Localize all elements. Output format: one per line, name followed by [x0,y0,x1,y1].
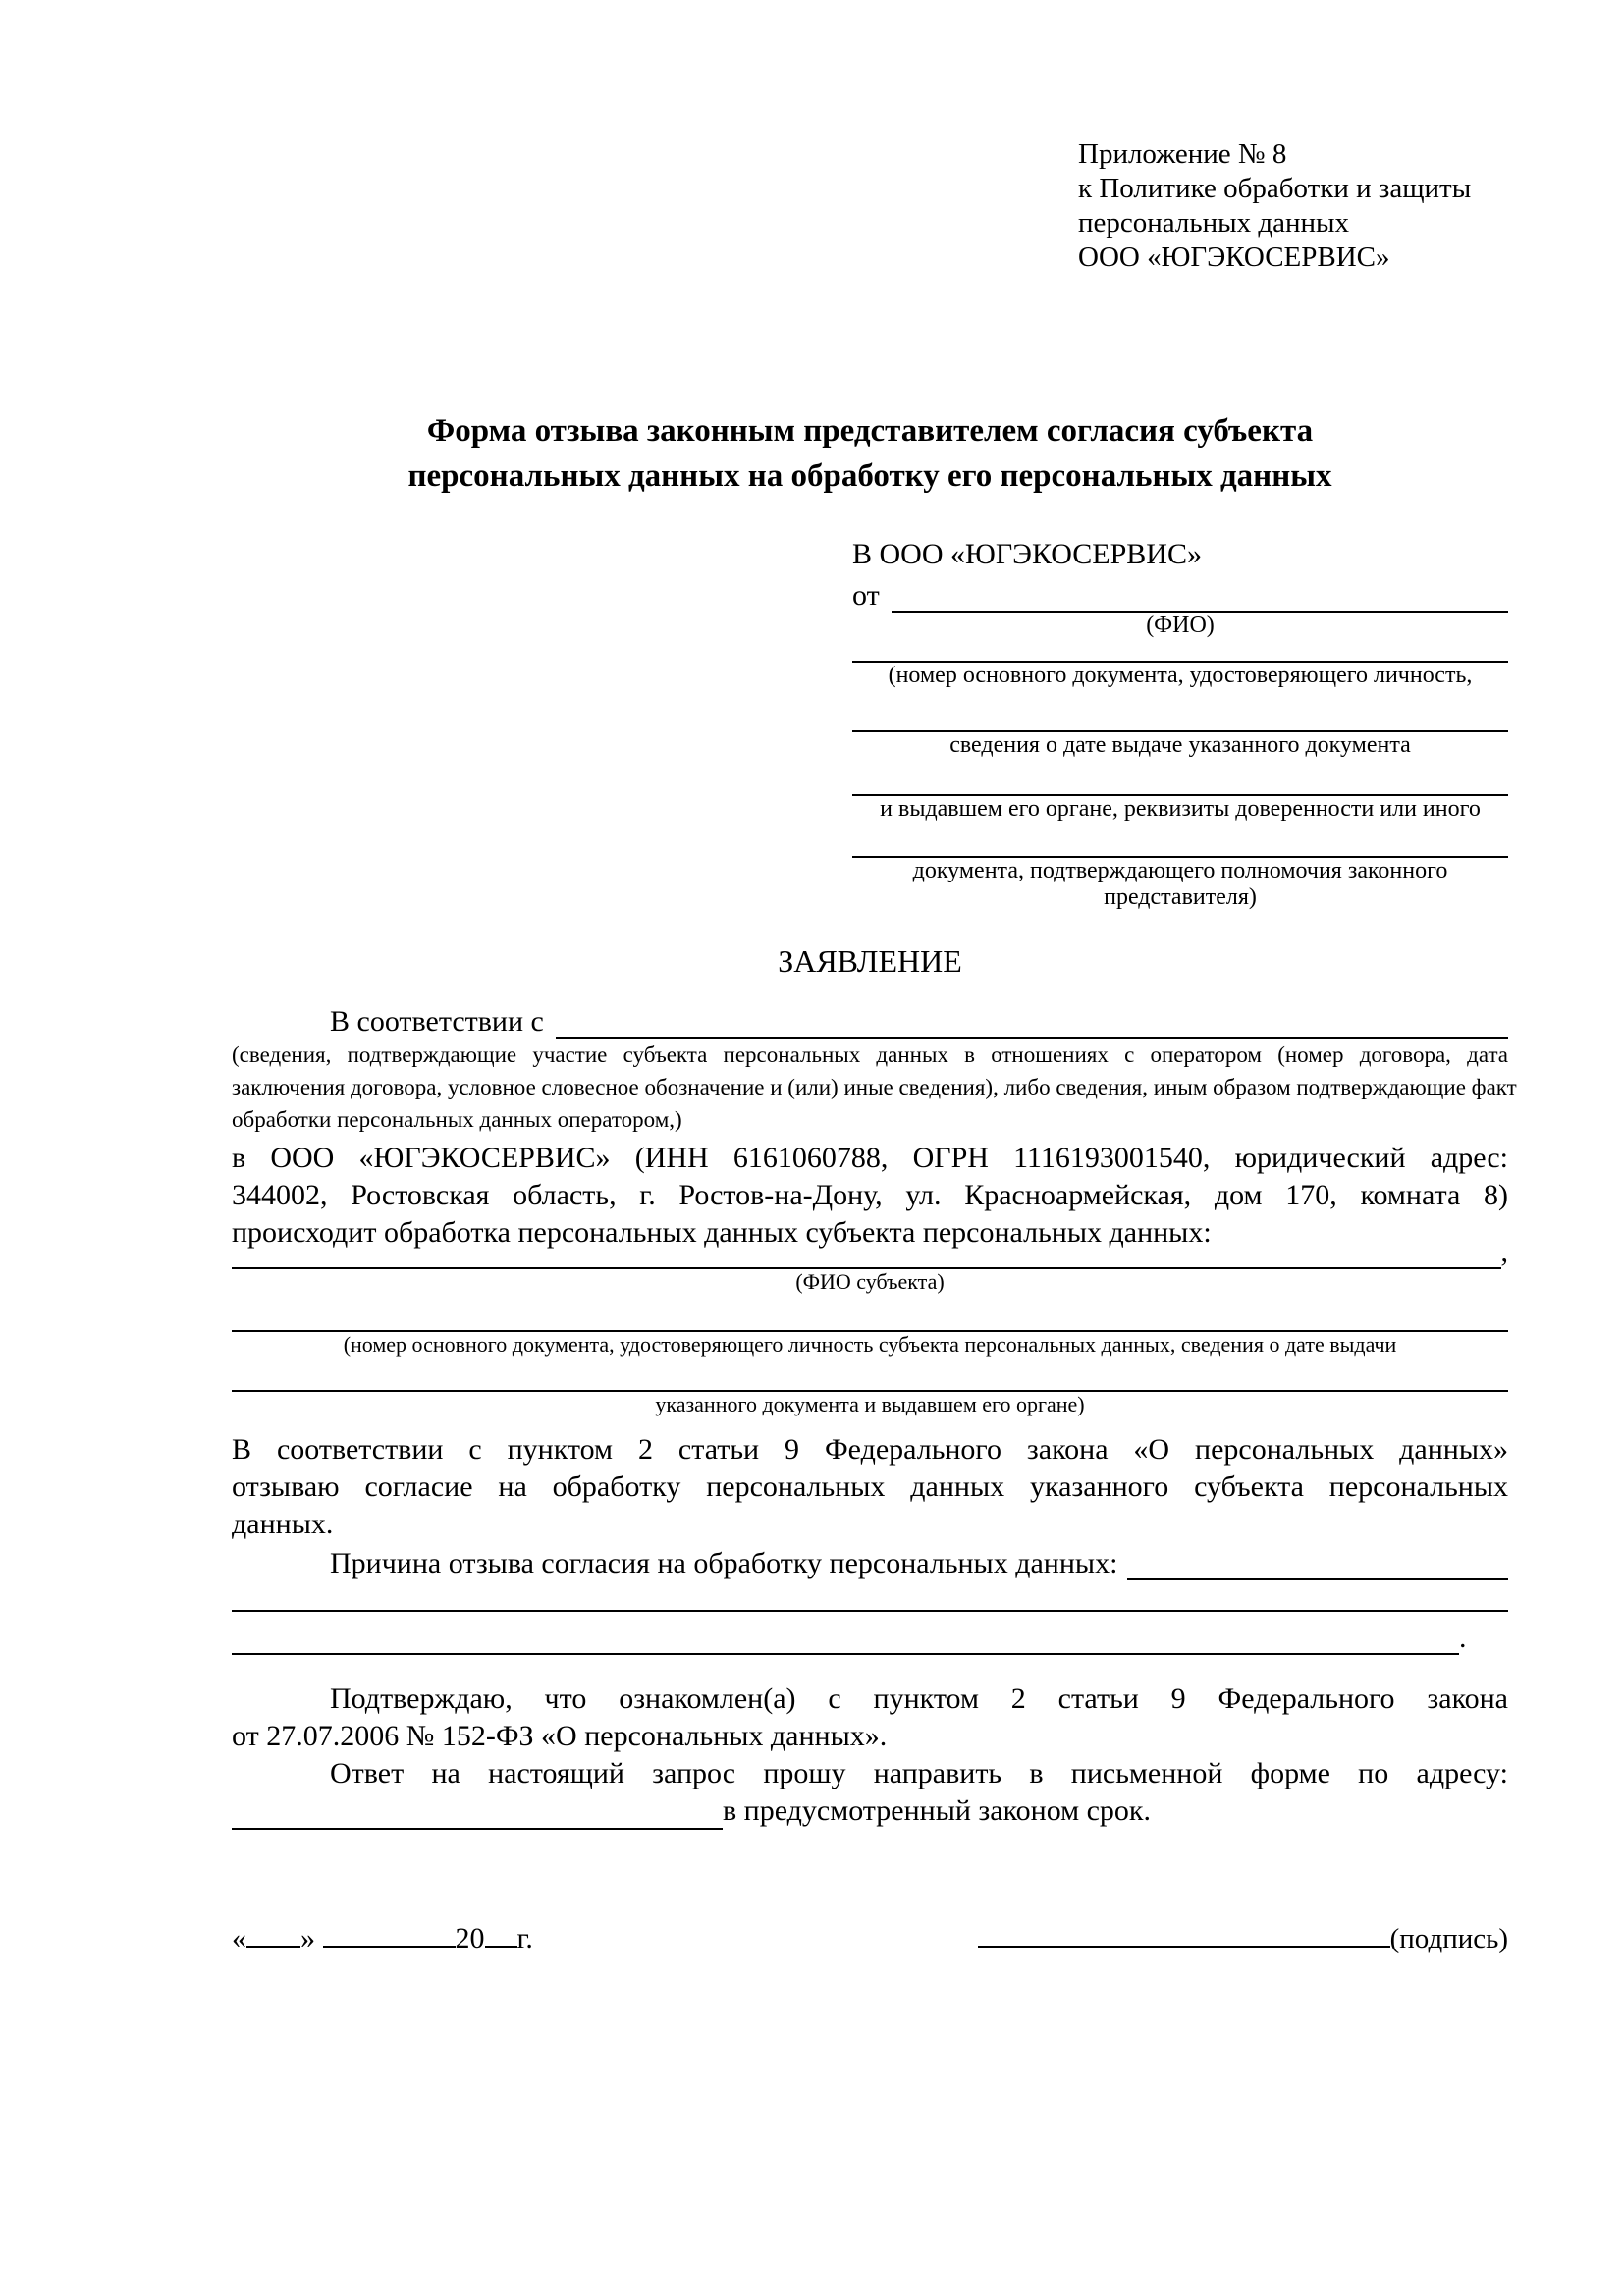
document-title [232,408,1508,499]
date-year-blank [485,1914,517,1948]
withdrawal-paragraph-line: В соответствии с пунктом 2 статьи 9 Федерального закона «О персональных данных» [232,1433,1508,1466]
operator-paragraph-line: происходит обработка персональных данных субъекта персональных данных: [232,1216,1212,1249]
from-row [852,573,1508,613]
withdrawal-paragraph [232,1431,1508,1543]
header-line: к Политике обработки и защиты [1078,173,1472,204]
header-line: ООО «ЮГЭКОСЕРВИС» [1078,241,1390,273]
reason-line-3-row [232,1612,1508,1655]
doc-caption: сведения о дате выдаче указанного документа [949,732,1411,758]
doc-caption: (номер основного документа, удостоверяющего личность, [888,663,1473,688]
withdrawal-paragraph-line: отзываю согласие на обработку персональных данных указанного субъекта персональных [232,1470,1508,1503]
reason-blank-line-3 [232,1653,1459,1655]
confirm-paragraph [232,1681,1508,1755]
subject-fio-caption: (ФИО субъекта) [795,1269,945,1294]
document-content [232,0,1517,1955]
date-close-quote: » [300,1922,315,1954]
reason-row [232,1543,1508,1580]
header-line: персональных данных [1078,207,1350,239]
accordance-label: В соответствии с [330,1005,544,1038]
subject-fio-row [232,1236,1508,1269]
withdrawal-paragraph-line: данных. [232,1508,334,1540]
operator-paragraph-line: в ООО «ЮГЭКОСЕРВИС» (ИНН 6161060788, ОГРН 1116193001540, юридический адрес: [232,1142,1508,1174]
reply-paragraph-suffix: в предусмотренный законом срок. [723,1794,1151,1827]
confirm-paragraph-line: Подтверждаю, что ознакомлен(а) с пунктом 2 статьи 9 Федерального закона [330,1682,1508,1715]
signature-blank-line [978,1914,1390,1948]
smallprint-line: заключения договора, условное словесное обозначение и (или) иные сведения), либо сведения, иным образом подтверждающие факт [232,1075,1517,1099]
addressee-block [852,536,1508,911]
from-label: от [852,579,880,612]
date-year-suffix: г. [516,1922,533,1954]
date-year-prefix: 20 [455,1922,485,1954]
signature-group [978,1914,1508,1955]
reason-label: Причина отзыва согласия на обработку персональных данных: [330,1547,1118,1579]
fio-caption: (ФИО) [1146,613,1215,638]
date-group [232,1914,533,1955]
doc-caption: документа, подтверждающего полномочия законного представителя) [912,858,1448,910]
date-month-blank [323,1914,456,1948]
document-title-line: персональных данных на обработку его персональных данных [407,458,1332,494]
document-title-line: Форма отзыва законным представителем согласия субъекта [426,413,1314,449]
subject-doc-caption: указанного документа и выдавшем его органе) [655,1392,1085,1416]
date-day-blank [246,1914,300,1948]
date-open-quote: « [232,1922,246,1954]
header-line: Приложение № 8 [1078,138,1287,170]
smallprint-line: обработки персональных данных оператором,) [232,1107,682,1132]
smallprint-line: (сведения, подтверждающие участие субъекта персональных данных в отношениях с оператором (номер договора, дата [232,1042,1508,1067]
reply-paragraph-line: Ответ на настоящий запрос прошу направить в письменной форме по адресу: [330,1757,1508,1789]
smallprint-paragraph [232,1039,1517,1136]
operator-paragraph-line: 344002, Ростовская область, г. Ростов-на-Дону, ул. Красноармейская, дом 170, комната 8) [232,1179,1508,1211]
reply-address-blank-line [232,1796,723,1830]
reply-line-2-row [232,1792,1508,1830]
reply-paragraph [232,1755,1508,1830]
reason-blank-line [1127,1578,1508,1580]
line-period: . [1459,1622,1467,1654]
subject-doc-caption: (номер основного документа, удостоверяющего личность субъекта персональных данных, сведения о дате выдачи [343,1332,1397,1357]
confirm-paragraph-line: от 27.07.2006 № 152-ФЗ «О персональных данных». [232,1720,888,1752]
addressee-to-line: В ООО «ЮГЭКОСЕРВИС» [852,538,1202,570]
header-block [1078,137,1508,275]
signature-row [232,1912,1508,1955]
accordance-row [232,999,1508,1039]
doc-caption: и выдавшем его органе, реквизиты доверенности или иного [880,796,1481,822]
statement-heading: ЗАЯВЛЕНИЕ [778,943,962,979]
operator-paragraph [232,1140,1508,1252]
signature-caption: (подпись) [1389,1923,1508,1954]
subject-fio-comma: , [1500,1236,1508,1268]
